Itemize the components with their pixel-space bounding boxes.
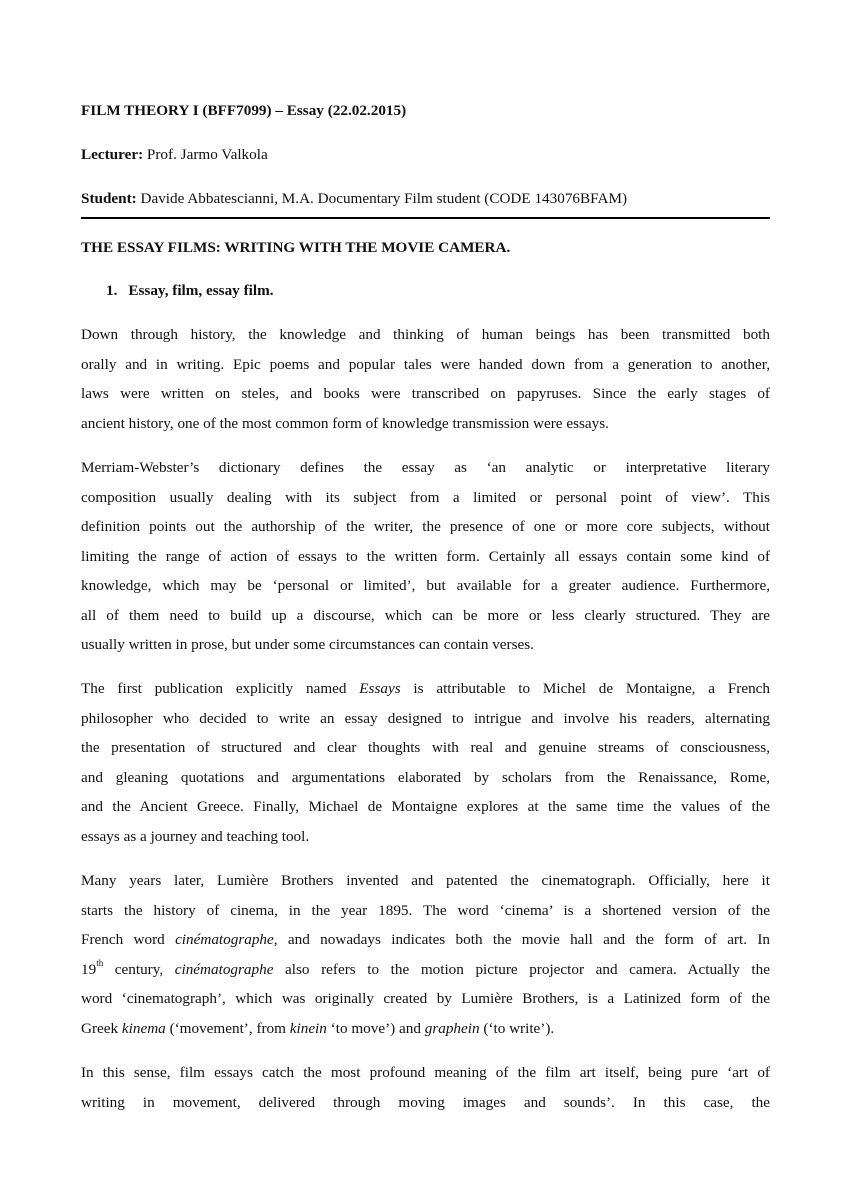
text-line: all of them need to build up a discourse, which can be more or less clearly structured. They are xyxy=(81,606,770,624)
text-line: the presentation of structured and clear thoughts with real and genuine streams of consciousness, xyxy=(81,739,770,756)
course-line: FILM THEORY I (BFF7099) – Essay (22.02.2015) xyxy=(81,102,407,119)
text-line: ancient history, one of the most common form of knowledge transmission were essays. xyxy=(81,414,609,432)
text-line: writing in movement, delivered through moving images and sounds’. In this case, the xyxy=(81,1093,770,1111)
student-value: Davide Abbatescianni, M.A. Documentary Film student (CODE 143076BFAM) xyxy=(136,190,628,207)
text-line: In this sense, film essays catch the most profound meaning of the film art itself, being pure ‘art of xyxy=(81,1064,770,1081)
text-line: orally and in writing. Epic poems and popular tales were handed down from a generation to another, xyxy=(81,355,770,373)
text-line: 19th century, cinématographe also refers to the motion picture projector and camera. Actually the xyxy=(81,958,770,978)
text-line: Greek kinema (‘movement’, from kinein ‘to move’) and graphein (‘to write’). xyxy=(81,1019,555,1037)
paragraph-4 xyxy=(81,866,770,1043)
text-line: word ‘cinematograph’, which was originally created by Lumière Brothers, is a Latinized form of the xyxy=(81,990,770,1007)
essays-title: Essays xyxy=(359,680,401,697)
text-line: usually written in prose, but under some circumstances can contain verses. xyxy=(81,636,534,653)
lecturer-label: Lecturer: xyxy=(81,146,144,163)
text-line: laws were written on steles, and books were transcribed on papyruses. Since the early stages of xyxy=(81,385,770,402)
text-line: limiting the range of action of essays to the written form. Certainly all essays contain some kind of xyxy=(81,547,770,565)
paragraph-3 xyxy=(81,674,770,851)
lecturer-line xyxy=(81,145,268,165)
lecturer-value: Prof. Jarmo Valkola xyxy=(143,146,268,163)
text-line: Down through history, the knowledge and thinking of human beings has been transmitted both xyxy=(81,326,770,343)
text-line: and gleaning quotations and argumentations elaborated by scholars from the Renaissance, Rome, xyxy=(81,768,770,786)
student-label: Student: xyxy=(81,190,137,207)
text-line: composition usually dealing with its subject from a limited or personal point of view’. This xyxy=(81,488,770,506)
student-line xyxy=(81,189,627,209)
section-heading xyxy=(106,282,274,300)
header-divider xyxy=(81,217,770,219)
paragraph-2 xyxy=(81,453,770,660)
paragraph-1 xyxy=(81,320,770,438)
text-line: starts the history of cinema, in the year 1895. The word ‘cinema’ is a shortened version of the xyxy=(81,901,770,919)
text-line: The first publication explicitly named Essays is attributable to Michel de Montaigne, a French xyxy=(81,680,771,697)
text-line: definition points out the authorship of the writer, the presence of one or more core subjects, without xyxy=(81,518,770,535)
section-title: Essay, film, essay film. xyxy=(128,282,274,299)
text-line: knowledge, which may be ‘personal or limited’, but available for a greater audience. Furthermore, xyxy=(81,577,770,594)
text-line: French word cinématographe, and nowadays indicates both the movie hall and the form of art. In xyxy=(81,931,770,948)
section-number: 1. xyxy=(106,282,118,299)
paragraph-5 xyxy=(81,1058,770,1117)
essay-title: THE ESSAY FILMS: WRITING WITH THE MOVIE CAMERA. xyxy=(81,239,511,256)
text-line: Merriam-Webster’s dictionary defines the essay as ‘an analytic or interpretative literary xyxy=(81,459,770,476)
text-line: Many years later, Lumière Brothers invented and patented the cinematograph. Officially, here it xyxy=(81,872,770,889)
text-line: essays as a journey and teaching tool. xyxy=(81,827,310,845)
text-line: philosopher who decided to write an essay designed to intrigue and involve his readers, alternating xyxy=(81,709,770,727)
text-line: and the Ancient Greece. Finally, Michael de Montaigne explores at the same time the values of the xyxy=(81,798,770,815)
